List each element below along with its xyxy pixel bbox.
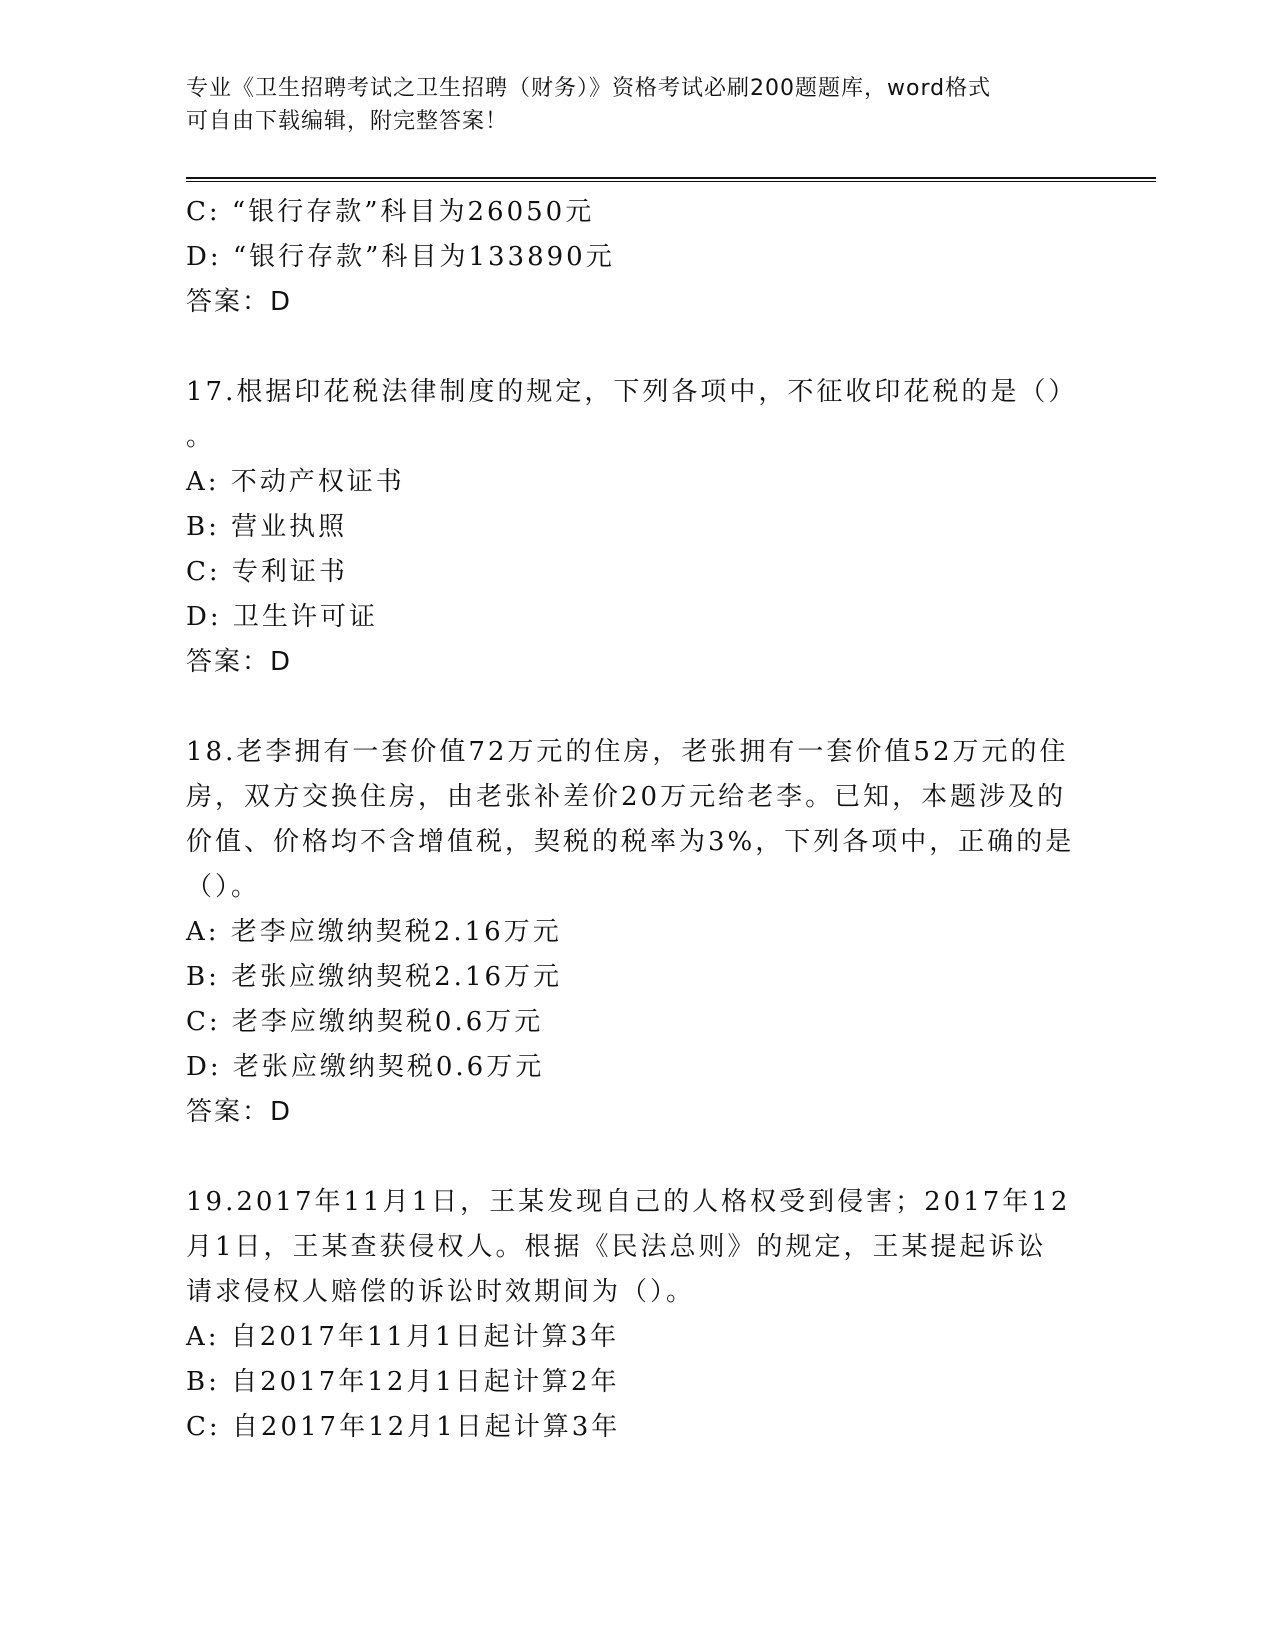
option-b: B: 自2017年12月1日起计算2年 [186,1367,620,1397]
question-stem-line: 请求侵权人赔偿的诉讼时效期间为（）。 [186,1277,696,1307]
spacer [186,685,1086,730]
option-a: A: 不动产权证书 [186,467,405,497]
question-stem-line: （）。 [186,872,261,902]
answer-line: 答案：D [186,287,293,317]
question-17 [186,370,1086,685]
answer-line: 答案：D [186,1097,293,1127]
option-b: B: 老张应缴纳契税2.16万元 [186,962,563,992]
header-line-1: 专业《卫生招聘考试之卫生招聘（财务）》资格考试必刷200题题库，word格式 [186,76,992,101]
option-b: B: 营业执照 [186,512,348,542]
option-c: C: “银行存款”科目为26050元 [186,197,595,227]
question-stem-line: 17.根据印花税法律制度的规定，下列各项中，不征收印花税的是（） [186,377,1078,407]
header-divider-thick [186,177,1156,179]
option-c: C: 自2017年12月1日起计算3年 [186,1412,621,1442]
header-line-2: 可自由下载编辑，附完整答案！ [186,109,509,134]
question-stem-line: 价值、价格均不含增值税，契税的税率为3%，下列各项中，正确的是 [186,827,1075,857]
question-stem-line: 。 [186,422,216,452]
option-d: D: 老张应缴纳契税0.6万元 [186,1052,545,1082]
spacer [186,1135,1086,1180]
question-18 [186,730,1086,1135]
document-header [186,72,1076,138]
question-16 [186,190,1086,325]
question-stem-line: 18.老李拥有一套价值72万元的住房，老张拥有一套价值52万元的住 [186,737,1069,767]
option-d: D: 卫生许可证 [186,602,378,632]
option-c: C: 专利证书 [186,557,348,587]
option-c: C: 老李应缴纳契税0.6万元 [186,1007,544,1037]
question-stem-line: 房，双方交换住房，由老张补差价20万元给老李。已知，本题涉及的 [186,782,1067,812]
question-19 [186,1180,1086,1450]
header-divider-thin [186,181,1156,182]
answer-line: 答案：D [186,647,293,677]
option-a: A: 老李应缴纳契税2.16万元 [186,917,562,947]
option-a: A: 自2017年11月1日起计算3年 [186,1322,620,1352]
question-stem-line: 19.2017年11月1日，王某发现自己的人格权受到侵害；2017年12 [186,1187,1071,1217]
question-stem-line: 月1日，王某查获侵权人。根据《民法总则》的规定，王某提起诉讼 [186,1232,1047,1262]
spacer [186,325,1086,370]
question-content [186,190,1086,1450]
option-d: D: “银行存款”科目为133890元 [186,242,615,272]
